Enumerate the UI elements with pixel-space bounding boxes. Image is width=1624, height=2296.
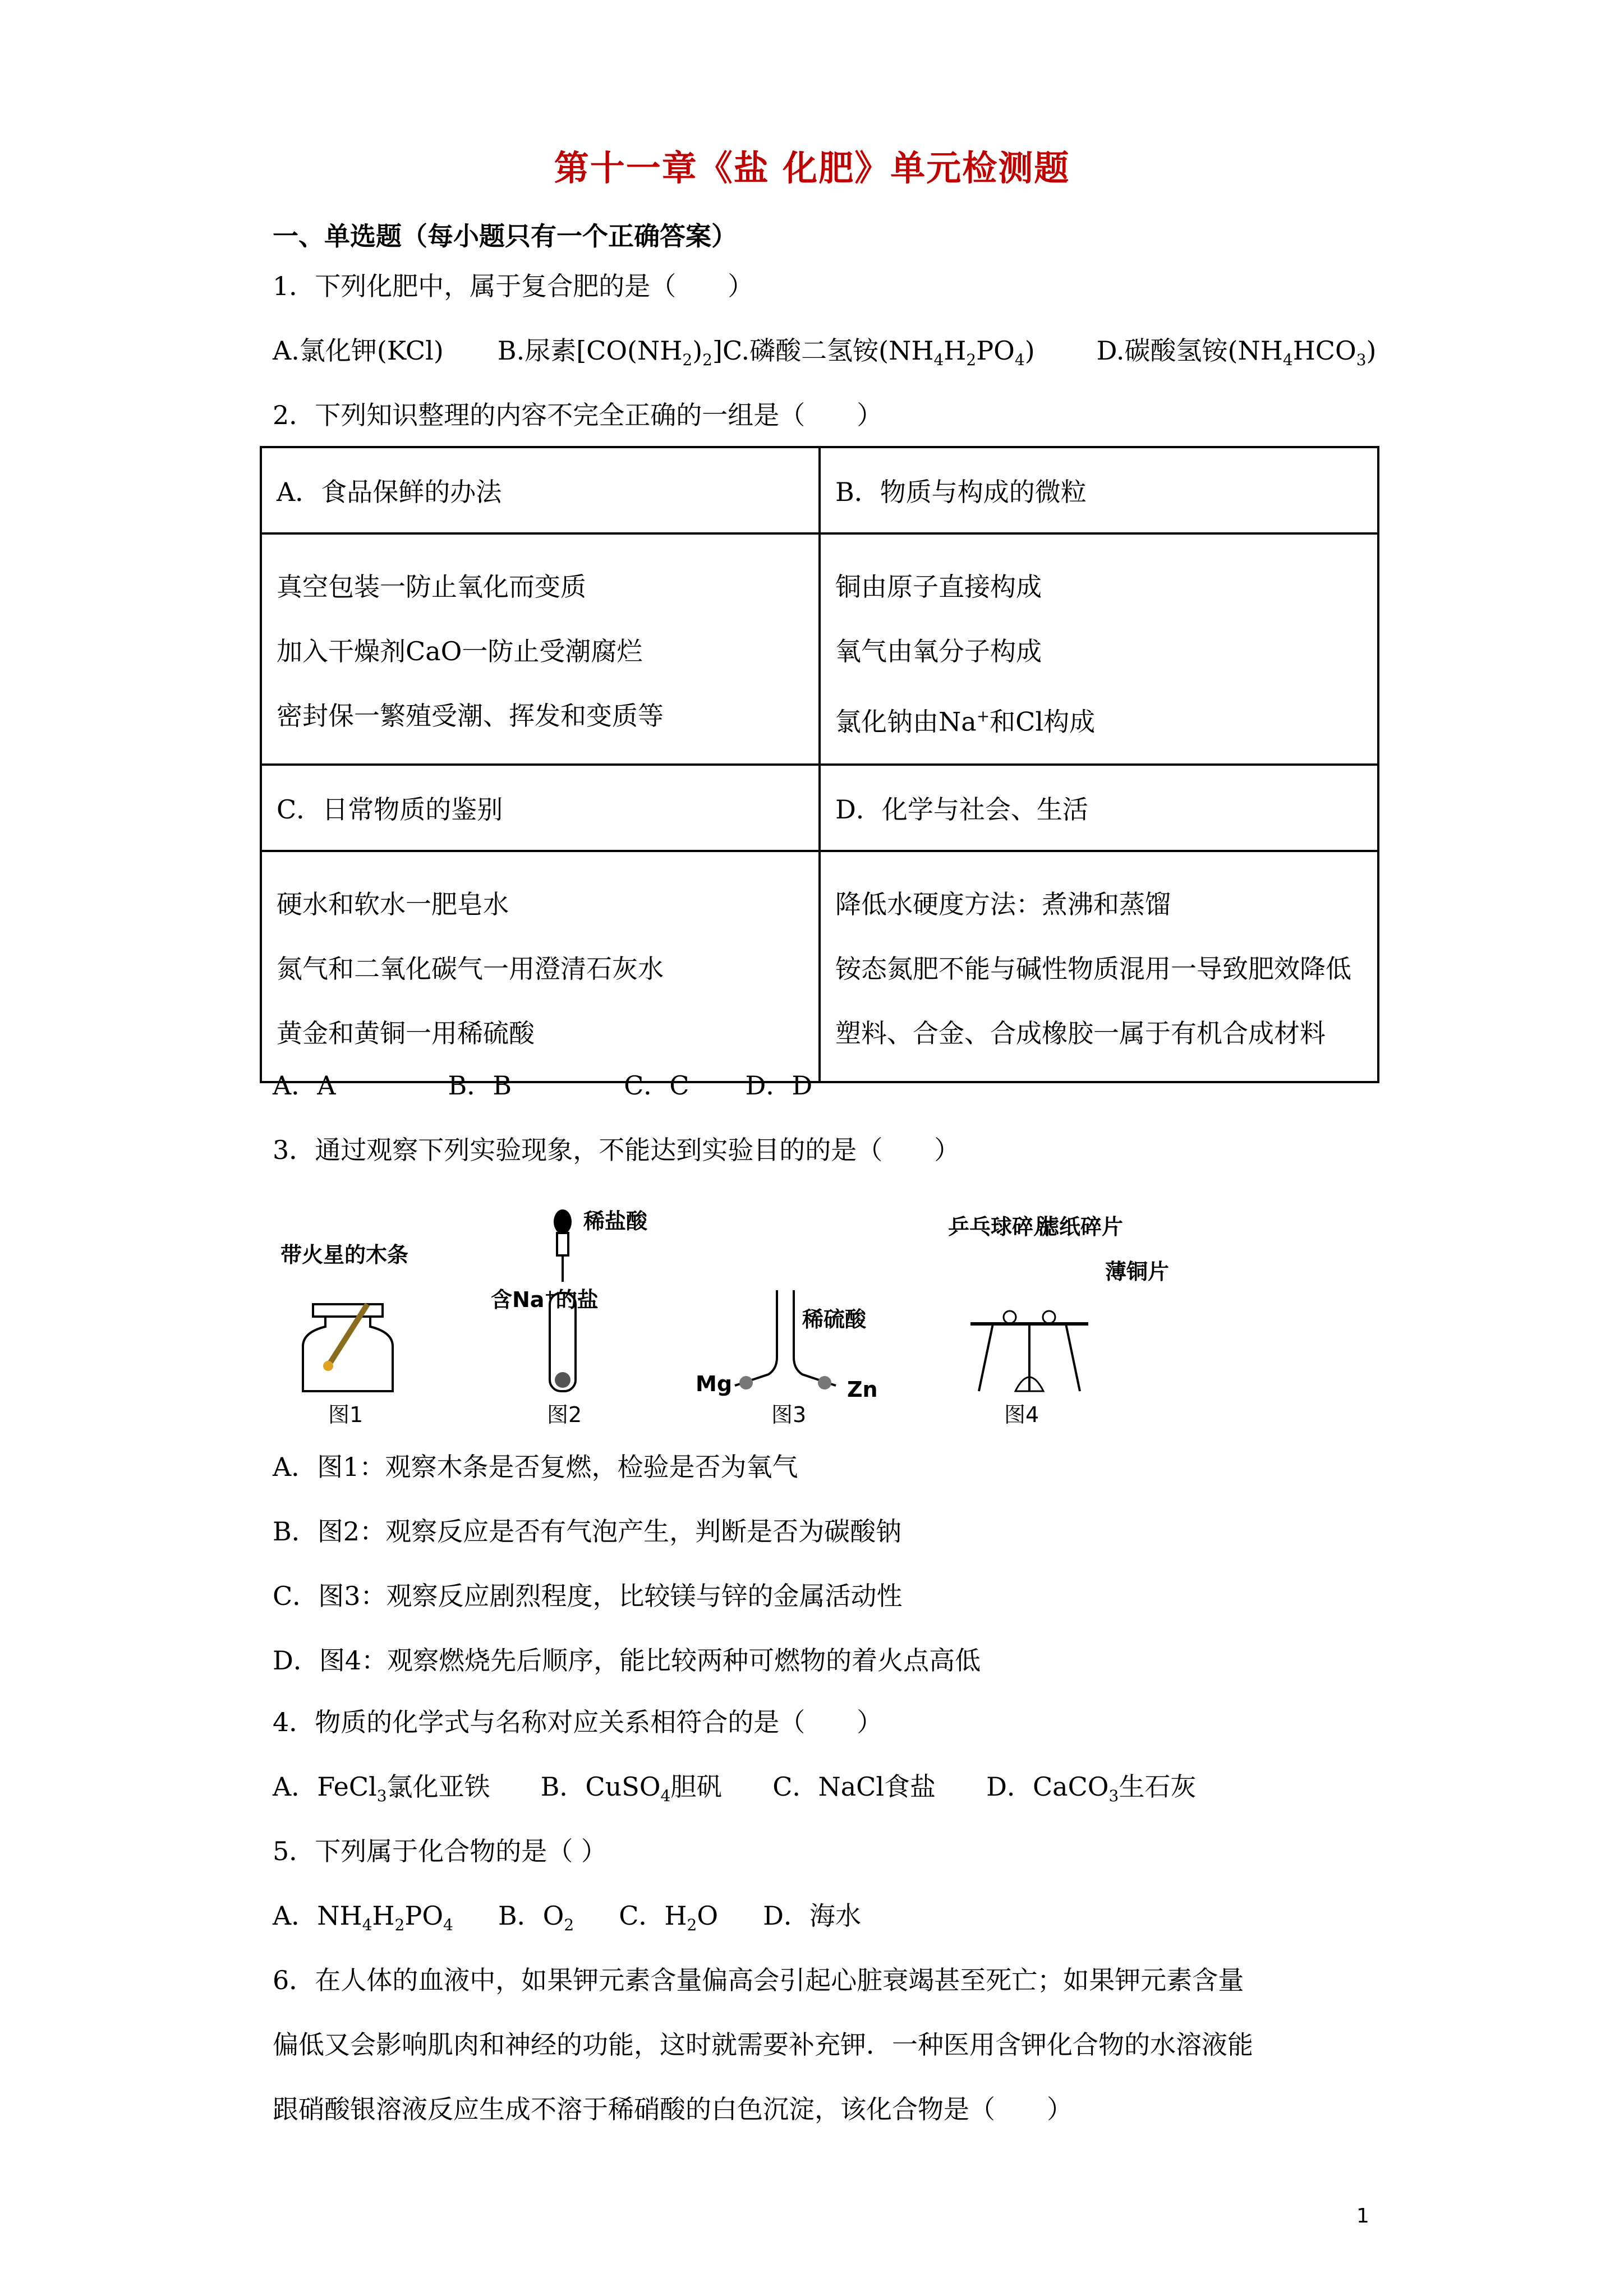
fig3-mg-label: Mg xyxy=(696,1372,733,1396)
q1-option-c: C.磷酸二氢铵$(NH_4H_2PO_4)$ xyxy=(722,335,1035,370)
q3-stem: 3．通过观察下列实验现象，不能达到实验目的的是（ ） xyxy=(273,1135,960,1165)
q3-option-b: B．图2：观察反应是否有气泡产生，判断是否为碳酸钠 xyxy=(273,1516,902,1547)
q1-option-a: A.氯化钾(KCl) xyxy=(273,335,444,366)
fig4-tripod-burner xyxy=(970,1311,1088,1391)
q5-stem: 5．下列属于化合物的是（ ） xyxy=(273,1836,607,1866)
q2-options: A．A B．B C．C D．D xyxy=(273,1070,813,1101)
q3-option-a: A．图1：观察木条是否复燃，检验是否为氧气 xyxy=(273,1452,798,1482)
page-title: 第十一章《盐 化肥》单元检测题 xyxy=(554,148,1070,188)
fig3-zn-label: Zn xyxy=(847,1377,878,1402)
fig2-salt-label: 含Na+的盐 xyxy=(491,1287,599,1312)
fig2-caption: 图2 xyxy=(547,1402,582,1427)
experiment-figure xyxy=(269,1206,1170,1430)
q6-line-1: 6．在人体的血液中，如果钾元素含量偏高会引起心脏衰竭甚至死亡；如果钾元素含量 xyxy=(273,1965,1244,1995)
page-number: 1 xyxy=(1356,2205,1369,2228)
fig4-pingpong-label: 乒乓球碎片 xyxy=(948,1214,1055,1239)
cell-c-head: C．日常物质的鉴别 xyxy=(261,765,820,851)
cell-c-body: 硬水和软水一肥皂水 氮气和二氧化碳气一用澄清石灰水 黄金和黄铜一用稀硫酸 xyxy=(261,851,820,1082)
q1-option-b: B.尿素$[CO(NH_2)_2]$ xyxy=(497,335,723,370)
fig1-bottle-splint xyxy=(303,1304,393,1391)
cell-d-body: 降低水硬度方法：煮沸和蒸馏 铵态氮肥不能与碱性物质混用一导致肥效降低 塑料、合金、合成橡胶一属于有机合成材料 xyxy=(820,851,1378,1082)
q1-stem: 1．下列化肥中，属于复合肥的是（ ） xyxy=(273,271,754,301)
knowledge-table xyxy=(260,446,1379,1083)
cell-a-head: A．食品保鲜的办法 xyxy=(261,447,820,533)
q1-option-d: D.碳酸氢铵$(NH_4HCO_3)$ xyxy=(1096,335,1377,370)
q6-line-2: 偏低又会影响肌肉和神经的功能，这时就需要补充钾．一种医用含钾化合物的水溶液能 xyxy=(273,2030,1253,2060)
fig2-acid-1: 稀盐酸 xyxy=(583,1209,648,1234)
q5-options: A．$NH_4H_2PO_4$ B．$O_2$ C．$H_2O$ D．海水 xyxy=(273,1901,861,1935)
fig3-acid-label: 稀硫酸 xyxy=(802,1307,867,1332)
cell-b-head: B．物质与构成的微粒 xyxy=(820,447,1378,533)
q2-stem: 2．下列知识整理的内容不完全正确的一组是（ ） xyxy=(273,400,883,430)
fig4-caption: 图4 xyxy=(1004,1402,1039,1427)
q4-stem: 4．物质的化学式与名称对应关系相符合的是（ ） xyxy=(273,1707,883,1737)
fig4-filter-label: 滤纸碎片 xyxy=(1038,1214,1124,1239)
fig4-copper-label: 薄铜片 xyxy=(1105,1259,1170,1284)
q3-option-c: C．图3：观察反应剧烈程度，比较镁与锌的金属活动性 xyxy=(273,1581,903,1611)
q3-option-d: D．图4：观察燃烧先后顺序，能比较两种可燃物的着火点高低 xyxy=(273,1645,981,1676)
section-heading: 一、单选题（每小题只有一个正确答案） xyxy=(273,221,737,251)
q1-options xyxy=(273,334,1377,377)
cell-b-body: 铜由原子直接构成 氧气由氧分子构成 氯化钠由Na+和Cl构成 xyxy=(820,533,1378,765)
fig3-y-tube xyxy=(735,1290,836,1389)
q6-line-3: 跟硝酸银溶液反应生成不溶于稀硝酸的白色沉淀，该化合物是（ ） xyxy=(273,2094,1073,2124)
fig1-caption: 图1 xyxy=(328,1402,364,1427)
q4-options: A．FeCl$_3$氯化亚铁 B．CuSO$_4$胆矾 C．NaCl食盐 D．CaCO$_3$生石灰 xyxy=(273,1772,1197,1806)
cell-a-body: 真空包装一防止氧化而变质 加入干燥剂CaO一防止受潮腐烂 密封保一繁殖受潮、挥发和变质等 xyxy=(261,533,820,765)
cell-d-head: D．化学与社会、生活 xyxy=(820,765,1378,851)
fig1-label: 带火星的木条 xyxy=(280,1243,409,1267)
fig3-caption: 图3 xyxy=(771,1402,807,1427)
